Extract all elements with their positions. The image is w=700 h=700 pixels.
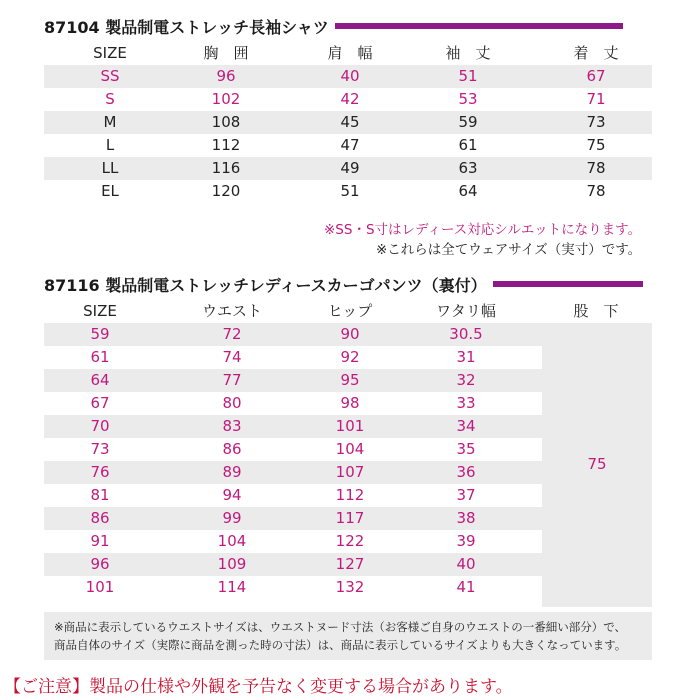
table-row xyxy=(44,507,652,530)
table-cell: 33 xyxy=(456,394,476,412)
table-cell: 40 xyxy=(340,67,360,85)
table-cell: 73 xyxy=(586,113,606,131)
table-row xyxy=(44,111,652,134)
caution-notice: 【ご注意】製品の仕様や外観を予告なく変更する場合があります。 xyxy=(4,677,513,697)
table-cell: 74 xyxy=(222,348,242,366)
table-cell: 37 xyxy=(456,486,476,504)
table-cell: 96 xyxy=(216,67,236,85)
shirt-title-text: 87104 製品制電ストレッチ長袖シャツ xyxy=(44,17,329,37)
pants-header-cell: ヒップ xyxy=(327,302,373,320)
waist-footnote xyxy=(44,612,652,660)
shirt-header-cell: 肩 幅 xyxy=(327,44,373,62)
table-cell: 112 xyxy=(335,486,365,504)
table-cell: 63 xyxy=(458,159,478,177)
table-cell: 59 xyxy=(90,325,110,343)
table-row xyxy=(44,415,652,438)
table-row xyxy=(44,323,652,346)
table-row xyxy=(44,392,652,415)
table-cell: 32 xyxy=(456,371,476,389)
table-cell: 101 xyxy=(85,578,115,596)
shirt-title-bar xyxy=(335,23,623,29)
table-cell: 120 xyxy=(211,182,241,200)
table-cell: 101 xyxy=(335,417,365,435)
table-cell: M xyxy=(103,113,117,131)
table-cell: 41 xyxy=(456,578,476,596)
table-cell: 78 xyxy=(586,159,606,177)
table-cell: 47 xyxy=(340,136,360,154)
pants-header-cell: ウエスト xyxy=(201,302,262,320)
pants-title-text: 87116 製品制電ストレッチレディースカーゴパンツ（裏付） xyxy=(44,275,487,295)
shirt-header-cell: SIZE xyxy=(93,44,127,62)
shirt-note-actual-size: ※これらは全てウェアサイズ（実寸）です。 xyxy=(376,242,642,258)
table-cell: SS xyxy=(100,67,120,85)
table-cell: 116 xyxy=(211,159,241,177)
table-cell: 71 xyxy=(586,90,606,108)
pants-size-table xyxy=(44,300,652,599)
table-row xyxy=(44,369,652,392)
table-row xyxy=(44,530,652,553)
table-row xyxy=(44,576,652,599)
shirt-header-cell: 袖 丈 xyxy=(445,44,491,62)
table-cell: 76 xyxy=(90,463,110,481)
table-cell: 109 xyxy=(217,555,247,573)
table-cell: 83 xyxy=(222,417,242,435)
shirt-section-title xyxy=(44,14,623,38)
table-cell: 70 xyxy=(90,417,110,435)
table-cell: 34 xyxy=(456,417,476,435)
shirt-header-cell: 着 丈 xyxy=(573,44,619,62)
table-cell: L xyxy=(105,136,115,154)
table-cell: 73 xyxy=(90,440,110,458)
pants-title-bar xyxy=(493,281,643,287)
table-cell: 132 xyxy=(335,578,365,596)
table-row xyxy=(44,88,652,111)
table-row xyxy=(44,553,652,576)
table-cell: 92 xyxy=(340,348,360,366)
table-row xyxy=(44,484,652,507)
table-cell: 96 xyxy=(90,555,110,573)
table-cell: LL xyxy=(101,159,119,177)
table-cell: 31 xyxy=(456,348,476,366)
table-cell: 40 xyxy=(456,555,476,573)
table-cell: 53 xyxy=(458,90,478,108)
table-cell: 86 xyxy=(90,509,110,527)
table-cell: 86 xyxy=(222,440,242,458)
table-cell: 78 xyxy=(586,182,606,200)
shirt-header-cell: 胸 囲 xyxy=(203,44,249,62)
table-cell: 104 xyxy=(217,532,247,550)
table-row xyxy=(44,157,652,180)
table-row xyxy=(44,180,652,203)
table-cell: 51 xyxy=(340,182,360,200)
table-cell: 49 xyxy=(340,159,360,177)
table-cell: 72 xyxy=(222,325,242,343)
table-cell: 112 xyxy=(211,136,241,154)
table-cell: 61 xyxy=(90,348,110,366)
table-cell: 98 xyxy=(340,394,360,412)
table-cell: 108 xyxy=(211,113,241,131)
table-row xyxy=(44,346,652,369)
table-cell: 67 xyxy=(586,67,606,85)
table-cell: 39 xyxy=(456,532,476,550)
table-cell: EL xyxy=(101,182,119,200)
shirt-header-row xyxy=(44,42,652,65)
table-cell: 104 xyxy=(335,440,365,458)
table-cell: 127 xyxy=(335,555,365,573)
pants-header-cell: ワタリ幅 xyxy=(436,302,496,320)
table-cell: 64 xyxy=(458,182,478,200)
table-cell: 94 xyxy=(222,486,242,504)
inseam-value: 75 xyxy=(587,455,607,473)
table-cell: 59 xyxy=(458,113,478,131)
table-cell: 81 xyxy=(90,486,110,504)
table-cell: 38 xyxy=(456,509,476,527)
table-cell: 117 xyxy=(335,509,365,527)
table-cell: 91 xyxy=(90,532,110,550)
table-cell: 67 xyxy=(90,394,110,412)
table-cell: 77 xyxy=(222,371,242,389)
table-cell: 36 xyxy=(456,463,476,481)
shirt-note-ladies: ※SS・S寸はレディース対応シルエットになります。 xyxy=(324,222,642,238)
table-cell: 90 xyxy=(340,325,360,343)
pants-header-row xyxy=(44,300,652,323)
table-cell: 122 xyxy=(335,532,365,550)
pants-section-title xyxy=(44,272,643,296)
footnote-line-2: 商品自体のサイズ（実際に商品を測った時の寸法）は、商品に表示しているサイズよりも大きくなっています。 xyxy=(54,638,627,652)
table-cell: 99 xyxy=(222,509,242,527)
table-cell: 95 xyxy=(340,371,360,389)
table-row xyxy=(44,134,652,157)
table-cell: 30.5 xyxy=(449,325,483,343)
table-cell: 89 xyxy=(222,463,242,481)
table-cell: 51 xyxy=(458,67,478,85)
table-cell: 107 xyxy=(335,463,365,481)
table-cell: 114 xyxy=(217,578,247,596)
pants-header-cell: 股 下 xyxy=(573,302,619,320)
table-cell: 64 xyxy=(90,371,110,389)
shirt-size-table xyxy=(44,42,652,203)
table-cell: 42 xyxy=(340,90,360,108)
table-row xyxy=(44,65,652,88)
table-cell: 102 xyxy=(211,90,241,108)
pants-header-cell: SIZE xyxy=(83,302,117,320)
table-cell: 61 xyxy=(458,136,478,154)
table-cell: 80 xyxy=(222,394,242,412)
table-cell: 35 xyxy=(456,440,476,458)
footnote-line-1: ※商品に表示しているウエストサイズは、ウエストヌード寸法（お客様ご自身のウエストの一番細い部分）で、 xyxy=(54,620,626,634)
table-cell: 45 xyxy=(340,113,360,131)
table-cell: S xyxy=(105,90,115,108)
table-cell: 75 xyxy=(586,136,606,154)
